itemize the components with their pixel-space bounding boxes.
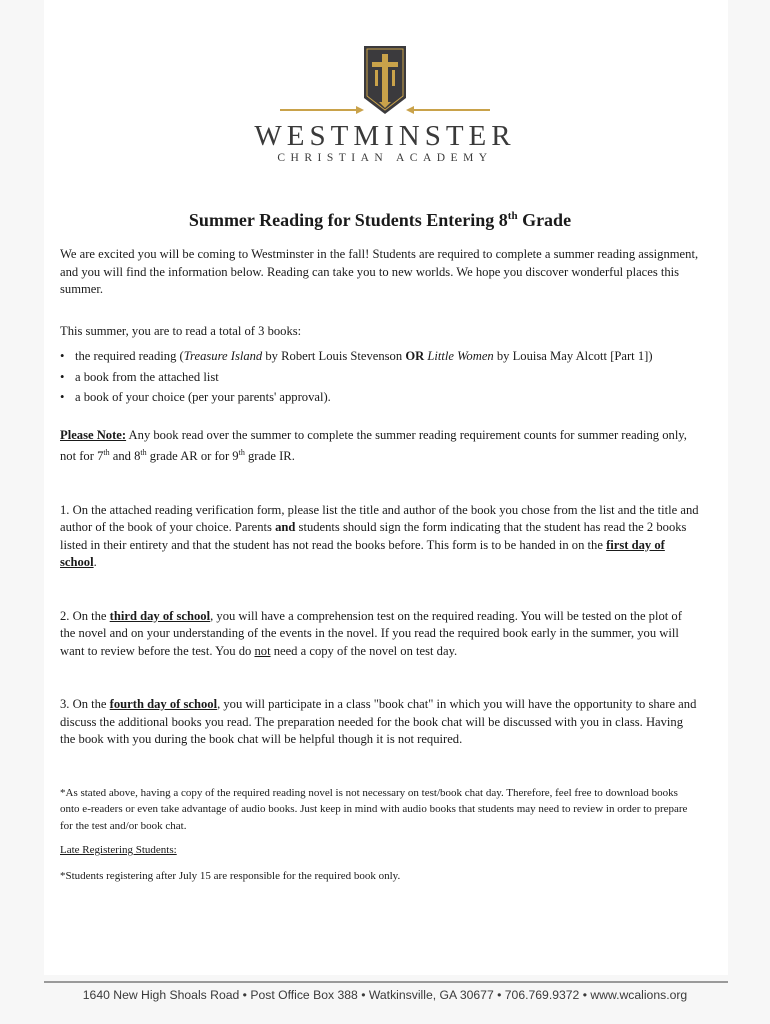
shield-cross-icon [278, 40, 492, 120]
book-list [60, 348, 700, 407]
step-1: 1. On the attached reading verification form, please list the title and author of the book you chose from the list and the title and author of the book of your choice. Parents and students should sign the form indicating that the student has read the 2 books listed in their entirety and that the student has not read the books before. This form is to be handed in on the first day of school. [60, 502, 699, 570]
fine-print: *As stated above, having a copy of the required reading novel is not necessary on test/book chat day. Therefore, feel free to download books onto e-readers or even take advantage of audio books. Just keep in mind with audio books that students may need to review in order to prepare for the test and/or book chat. [60, 786, 688, 832]
step-3: 3. On the fourth day of school, you will participate in a class "book chat" in which you will have the opportunity to share and discuss the additional books you read. The preparation needed for the book chat will be discussed with you in class. Having the book with you during the book chat will be helpful though it is not required. [60, 697, 697, 747]
school-subtitle: CHRISTIAN ACADEMY [277, 152, 493, 164]
footer-address: 1640 New High Shoals Road • Post Office Box 388 • Watkinsville, GA 30677 • 706.769.9372 • www.wcalions.org [82, 988, 688, 1002]
intro-paragraph: We are excited you will be coming to Westminster in the fall! Students are required to complete a summer reading assignment, and you will find the information below. Reading can take you to new worlds. We hope you discover wonderful places this summer. [60, 247, 699, 296]
please-note: Please Note: Any book read over the summer to complete the summer reading requirement counts for summer reading only, not for 7th and 8th grade AR or for 9th grade IR. [60, 427, 687, 464]
list-item: • the required reading (Treasure Island by Robert Louis Stevenson OR Little Women by Louisa May Alcott [Part 1]) [60, 348, 700, 366]
list-intro: This summer, you are to read a total of 3 books: [60, 323, 302, 338]
list-item: • a book of your choice (per your parents' approval). [60, 389, 700, 407]
document-content [60, 203, 700, 885]
page-title: Summer Reading for Students Entering 8th Grade [188, 210, 572, 230]
list-item: • a book from the attached list [60, 369, 700, 387]
footer-divider [44, 981, 728, 983]
school-name: WESTMINSTER [254, 120, 516, 152]
step-2: 2. On the third day of school, you will have a comprehension test on the required reading. You will be tested on the plot of the novel and on your understanding of the events in the novel. If you read the required book early in the summer, you will want to review before the test. You do not need a copy of the novel on test day. [60, 608, 682, 658]
late-body: *Students registering after July 15 are responsible for the required book only. [60, 869, 401, 882]
late-heading: Late Registering Students: [60, 844, 177, 857]
